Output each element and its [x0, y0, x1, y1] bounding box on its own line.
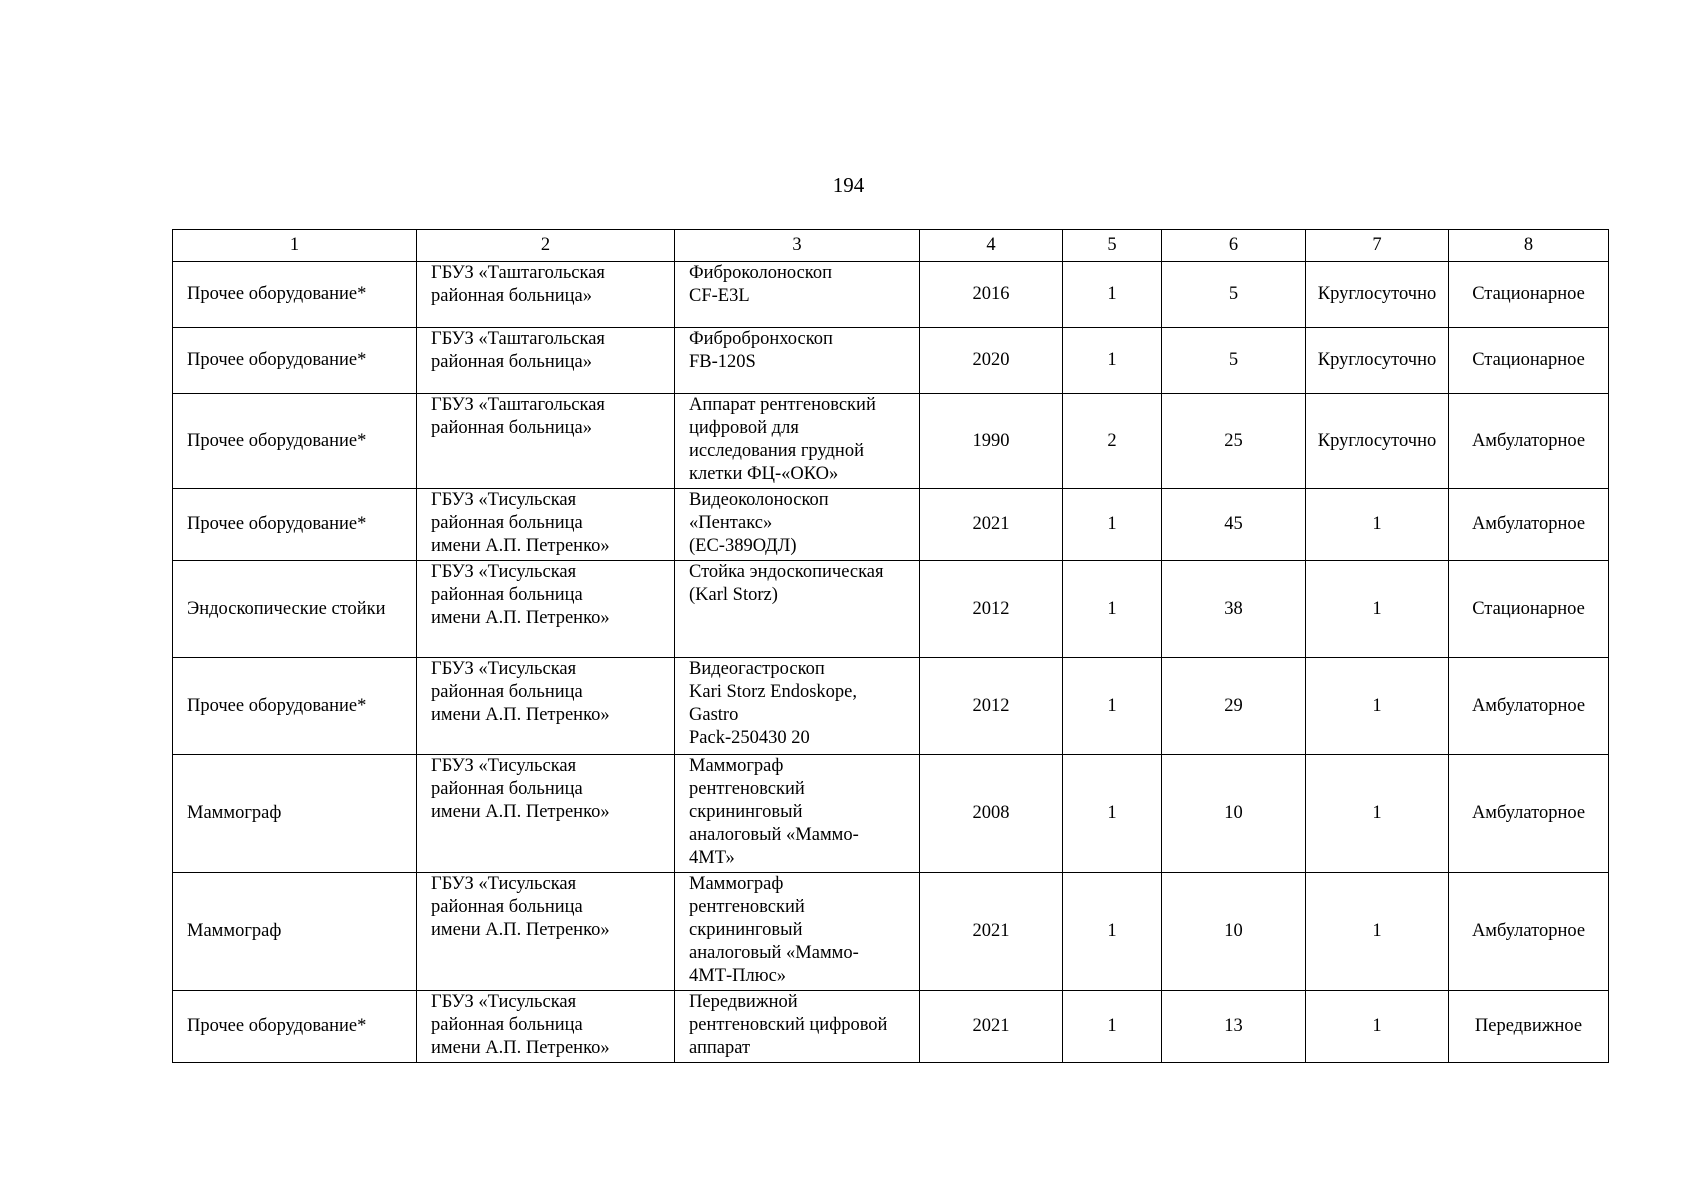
form-cell: Амбулаторное: [1449, 394, 1609, 489]
device-cell: Фиброколоноскоп CF-E3L: [675, 262, 920, 328]
equipment-type-cell: Маммограф: [173, 873, 417, 991]
column-header: 1: [173, 230, 417, 262]
quantity-cell: 1: [1063, 873, 1162, 991]
mode-cell: 1: [1306, 755, 1449, 873]
column-header: 7: [1306, 230, 1449, 262]
wear-cell: 10: [1162, 755, 1306, 873]
quantity-cell: 1: [1063, 991, 1162, 1063]
mode-cell: 1: [1306, 873, 1449, 991]
table-row: [173, 755, 1609, 873]
wear-cell: 29: [1162, 658, 1306, 755]
column-header: 6: [1162, 230, 1306, 262]
column-header: 4: [920, 230, 1063, 262]
form-cell: Стационарное: [1449, 561, 1609, 658]
year-cell: 2016: [920, 262, 1063, 328]
organization-cell: ГБУЗ «Таштагольская районная больница»: [417, 328, 675, 394]
year-cell: 2008: [920, 755, 1063, 873]
mode-cell: 1: [1306, 489, 1449, 561]
quantity-cell: 1: [1063, 328, 1162, 394]
organization-cell: ГБУЗ «Таштагольская районная больница»: [417, 262, 675, 328]
organization-cell: ГБУЗ «Тисульская районная больница имени А.П. Петренко»: [417, 755, 675, 873]
equipment-type-cell: Прочее оборудование*: [173, 394, 417, 489]
column-header: 3: [675, 230, 920, 262]
device-cell: Стойка эндоскопическая (Karl Storz): [675, 561, 920, 658]
organization-cell: ГБУЗ «Тисульская районная больница имени А.П. Петренко»: [417, 561, 675, 658]
organization-cell: ГБУЗ «Таштагольская районная больница»: [417, 394, 675, 489]
quantity-cell: 1: [1063, 561, 1162, 658]
organization-cell: ГБУЗ «Тисульская районная больница имени А.П. Петренко»: [417, 873, 675, 991]
equipment-type-cell: Прочее оборудование*: [173, 489, 417, 561]
table-row: [173, 328, 1609, 394]
device-cell: Передвижной рентгеновский цифровой аппарат: [675, 991, 920, 1063]
mode-cell: Круглосуточно: [1306, 328, 1449, 394]
mode-cell: Круглосуточно: [1306, 262, 1449, 328]
year-cell: 2020: [920, 328, 1063, 394]
organization-cell: ГБУЗ «Тисульская районная больница имени А.П. Петренко»: [417, 489, 675, 561]
table-row: [173, 873, 1609, 991]
wear-cell: 45: [1162, 489, 1306, 561]
column-header: 8: [1449, 230, 1609, 262]
form-cell: Амбулаторное: [1449, 755, 1609, 873]
quantity-cell: 1: [1063, 755, 1162, 873]
device-cell: Маммограф рентгеновский скрининговый аналоговый «Маммо- 4МТ-Плюс»: [675, 873, 920, 991]
equipment-type-cell: Прочее оборудование*: [173, 991, 417, 1063]
table-row: [173, 262, 1609, 328]
form-cell: Амбулаторное: [1449, 873, 1609, 991]
column-header: 2: [417, 230, 675, 262]
wear-cell: 25: [1162, 394, 1306, 489]
table-row: [173, 658, 1609, 755]
organization-cell: ГБУЗ «Тисульская районная больница имени А.П. Петренко»: [417, 991, 675, 1063]
device-cell: Маммограф рентгеновский скрининговый аналоговый «Маммо- 4МТ»: [675, 755, 920, 873]
form-cell: Передвижное: [1449, 991, 1609, 1063]
wear-cell: 13: [1162, 991, 1306, 1063]
page-number: 194: [832, 173, 865, 197]
equipment-type-cell: Прочее оборудование*: [173, 262, 417, 328]
mode-cell: 1: [1306, 561, 1449, 658]
table-row: [173, 489, 1609, 561]
table-row: [173, 991, 1609, 1063]
mode-cell: 1: [1306, 991, 1449, 1063]
table-row: [173, 394, 1609, 489]
organization-cell: ГБУЗ «Тисульская районная больница имени А.П. Петренко»: [417, 658, 675, 755]
wear-cell: 5: [1162, 262, 1306, 328]
column-header: 5: [1063, 230, 1162, 262]
device-cell: Видеогастроскоп Kari Storz Endoskope, Gastro Pack-250430 20: [675, 658, 920, 755]
quantity-cell: 1: [1063, 489, 1162, 561]
mode-cell: 1: [1306, 658, 1449, 755]
form-cell: Амбулаторное: [1449, 489, 1609, 561]
year-cell: 2012: [920, 561, 1063, 658]
year-cell: 2021: [920, 489, 1063, 561]
equipment-type-cell: Прочее оборудование*: [173, 658, 417, 755]
quantity-cell: 1: [1063, 658, 1162, 755]
quantity-cell: 1: [1063, 262, 1162, 328]
equipment-type-cell: Прочее оборудование*: [173, 328, 417, 394]
mode-cell: Круглосуточно: [1306, 394, 1449, 489]
form-cell: Амбулаторное: [1449, 658, 1609, 755]
equipment-type-cell: Маммограф: [173, 755, 417, 873]
header-row: [173, 230, 1609, 262]
year-cell: 2012: [920, 658, 1063, 755]
quantity-cell: 2: [1063, 394, 1162, 489]
wear-cell: 5: [1162, 328, 1306, 394]
device-cell: Видеоколоноскоп «Пентакс» (EC-389ОДЛ): [675, 489, 920, 561]
table-row: [173, 561, 1609, 658]
device-cell: Аппарат рентгеновский цифровой для исследования грудной клетки ФЦ-«ОКО»: [675, 394, 920, 489]
wear-cell: 10: [1162, 873, 1306, 991]
device-cell: Фибробронхоскоп FB-120S: [675, 328, 920, 394]
form-cell: Стационарное: [1449, 328, 1609, 394]
wear-cell: 38: [1162, 561, 1306, 658]
year-cell: 1990: [920, 394, 1063, 489]
year-cell: 2021: [920, 991, 1063, 1063]
year-cell: 2021: [920, 873, 1063, 991]
equipment-table: [172, 229, 1609, 1063]
equipment-type-cell: Эндоскопические стойки: [173, 561, 417, 658]
form-cell: Стационарное: [1449, 262, 1609, 328]
